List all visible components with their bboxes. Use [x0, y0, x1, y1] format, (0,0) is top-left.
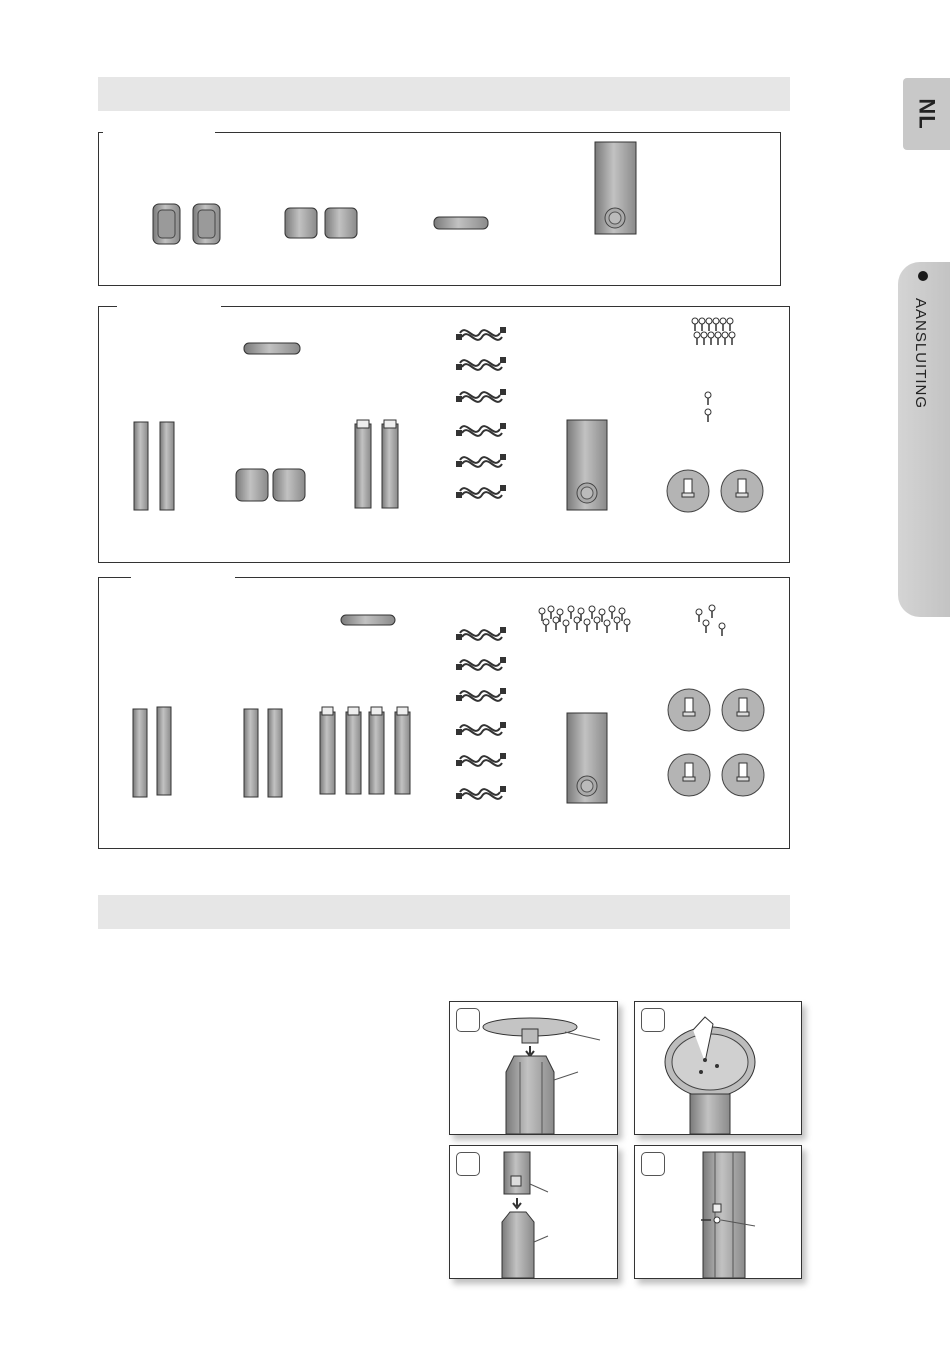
- speaker-pole-icon: [134, 422, 174, 510]
- speaker-pole-icon: [133, 707, 282, 797]
- step-number-box: [641, 1008, 665, 1032]
- stand-base-icon: [668, 689, 764, 796]
- assembly-step-1-figure: [449, 1001, 618, 1135]
- stand-base-icon: [667, 470, 763, 512]
- assembly-step-4-figure: [634, 1145, 802, 1279]
- section-tab-label: AANSLUITING: [912, 298, 929, 410]
- subwoofer-icon: [567, 713, 607, 803]
- tall-speaker-icon: [355, 420, 398, 508]
- step-number-box: [641, 1152, 665, 1176]
- center-speaker-icon: [434, 217, 488, 229]
- step-number-box: [456, 1152, 480, 1176]
- front-speaker-icon: [153, 204, 220, 244]
- tall-speaker-icon: [320, 707, 410, 794]
- assembly-step-3-figure: [449, 1145, 618, 1279]
- speaker-cable-icon: [456, 627, 506, 799]
- center-speaker-icon: [244, 343, 300, 354]
- screw-icon: [539, 605, 725, 636]
- step-number-box: [456, 1008, 480, 1032]
- speaker-cable-icon: [456, 327, 506, 498]
- surround-speaker-icon: [285, 208, 357, 238]
- subwoofer-icon: [567, 420, 607, 510]
- center-speaker-icon: [341, 615, 395, 625]
- assembly-step-2-figure: [634, 1001, 802, 1135]
- subwoofer-icon: [595, 142, 636, 234]
- screw-icon: [692, 318, 735, 422]
- surround-speaker-icon: [236, 469, 305, 501]
- language-tab-label: NL: [914, 98, 940, 130]
